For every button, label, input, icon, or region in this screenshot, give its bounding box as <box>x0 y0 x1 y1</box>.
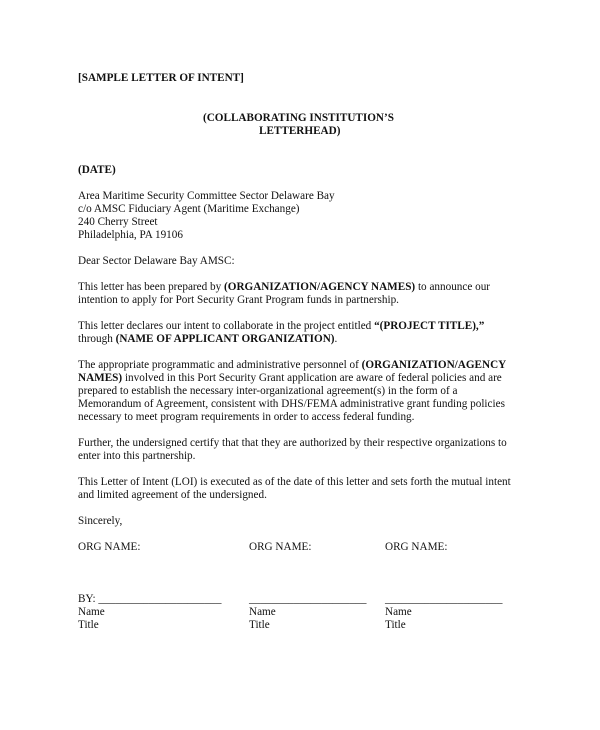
name-label-1: Name <box>78 606 105 618</box>
title-label-2: Title <box>249 619 270 631</box>
paragraph-2-period: . <box>334 333 338 345</box>
org-name-label-3: ORG NAME: <box>385 541 448 553</box>
signature-blank-1: ______________________ <box>98 593 222 605</box>
paragraph-2-text: This letter declares our intent to collaborate in the project entitled <box>78 320 375 332</box>
title-label-1: Title <box>78 619 99 631</box>
paragraph-3-line-4: Memorandum of Agreement, consistent with DHS/FEMA administrative grant funding policies <box>78 398 505 410</box>
paragraph-1-line-2: intention to apply for Port Security Grant Program funds in partnership. <box>78 294 399 306</box>
organization-names-placeholder: (ORGANIZATION/AGENCY NAMES) <box>224 281 416 293</box>
signature-blank-3: _____________________ <box>385 593 503 605</box>
paragraph-2-line-1 <box>78 320 484 333</box>
paragraph-4-line-1: Further, the undersigned certify that that they are authorized by their respective organizations to <box>78 437 507 449</box>
paragraph-2-line-2 <box>78 333 337 346</box>
org-name-label-2: ORG NAME: <box>249 541 312 553</box>
signature-blank-2: _____________________ <box>249 593 367 605</box>
paragraph-1-text-end: to announce our <box>415 281 491 293</box>
paragraph-3-text: The appropriate programmatic and administrative personnel of <box>78 359 362 371</box>
paragraph-3-line-1 <box>78 359 506 372</box>
letterhead-line-1: (COLLABORATING INSTITUTION’S <box>203 112 394 124</box>
paragraph-3-line-5: necessary to meet program requirements in order to access federal funding. <box>78 411 415 423</box>
by-label: BY: <box>78 593 96 605</box>
org-name-label-1: ORG NAME: <box>78 541 141 553</box>
paragraph-5-line-1: This Letter of Intent (LOI) is executed as of the date of this letter and sets forth the mutual intent <box>78 476 511 488</box>
paragraph-3-text-cont: involved in this Port Security Grant application are aware of federal policies and are <box>122 372 502 384</box>
project-title-placeholder: “(PROJECT TITLE),” <box>374 320 485 332</box>
paragraph-1-line-1 <box>78 281 490 294</box>
paragraph-3-line-3: prepared to establish the necessary inter-organizational agreement(s) in the form of a <box>78 385 458 397</box>
address-line-4: Philadelphia, PA 19106 <box>78 229 183 241</box>
paragraph-4-line-2: enter into this partnership. <box>78 450 196 462</box>
letter-heading: [SAMPLE LETTER OF INTENT] <box>78 72 244 84</box>
closing: Sincerely, <box>78 515 123 527</box>
organization-agency-placeholder: (ORGANIZATION/AGENCY <box>361 359 507 371</box>
signature-line-1 <box>78 593 221 606</box>
paragraph-1-text: This letter has been prepared by <box>78 281 225 293</box>
title-label-3: Title <box>385 619 406 631</box>
salutation: Dear Sector Delaware Bay AMSC: <box>78 255 235 267</box>
paragraph-2-text-through: through <box>78 333 116 345</box>
date-placeholder: (DATE) <box>78 164 116 176</box>
paragraph-5-line-2: and limited agreement of the undersigned. <box>78 489 267 501</box>
address-line-2: c/o AMSC Fiduciary Agent (Maritime Exchange) <box>78 203 300 215</box>
names-placeholder: NAMES) <box>78 372 123 384</box>
applicant-organization-placeholder: (NAME OF APPLICANT ORGANIZATION) <box>115 333 335 345</box>
address-line-3: 240 Cherry Street <box>78 216 158 228</box>
name-label-3: Name <box>385 606 412 618</box>
paragraph-3-line-2 <box>78 372 502 385</box>
address-line-1: Area Maritime Security Committee Sector Delaware Bay <box>78 190 335 202</box>
letterhead-line-2: LETTERHEAD) <box>259 125 341 137</box>
name-label-2: Name <box>249 606 276 618</box>
